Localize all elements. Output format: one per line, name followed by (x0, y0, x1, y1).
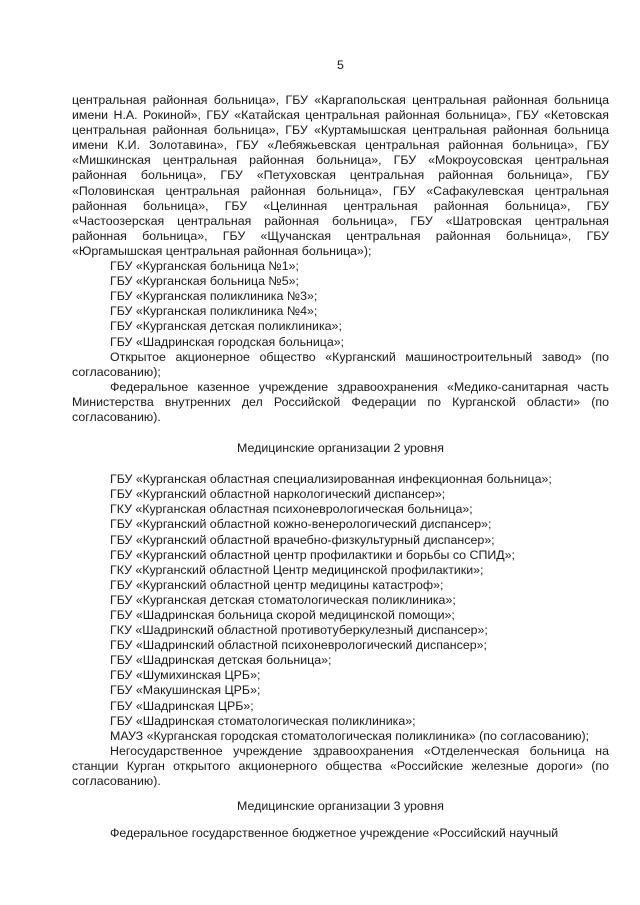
rzd-paragraph: Негосударственное учреждение здравоохранения «Отделенческая больница на станции Курган открытого акционерного общества «Российские железные дороги» (по согласованию). (72, 743, 609, 789)
list-item: ГБУ «Курганская больница №1»; (110, 259, 299, 274)
list-item: ГБУ «Курганская поликлиника №3»; (110, 289, 318, 304)
list-item: ГБУ «Курганский областной кожно-венерологический диспансер»; (110, 517, 492, 532)
list-item: ГБУ «Шадринская детская больница»; (110, 653, 332, 668)
document-page (72, 58, 609, 841)
list-item: ГКУ «Курганская областная психоневрологическая больница»; (110, 502, 473, 517)
list-item: ГБУ «Шадринская стоматологическая поликлиника»; (110, 713, 416, 728)
section-heading-level3: Медицинские организации 3 уровня (237, 799, 444, 814)
mvd-paragraph: Федеральное казенное учреждение здравоохранения «Медико-санитарная часть Министерства внутренних дел Российской Федерации по Курганской области» (по согласованию). (72, 379, 609, 424)
list-item: ГБУ «Курганский областной центр медицины катастроф»; (110, 577, 444, 592)
list-item: ГБУ «Шадринская городская больница»; (110, 334, 345, 349)
list-item: ГБУ «Курганская детская стоматологическая поликлиника»; (110, 592, 456, 607)
list-item: ГБУ «Шадринская больница скорой медицинской помощи»; (110, 608, 455, 622)
list-item: ГБУ «Шадринская ЦРБ»; (110, 698, 254, 713)
list-item: ГКУ «Курганский областной Центр медицинской профилактики»; (110, 562, 484, 577)
level3-paragraph: Федеральное государственное бюджетное учреждение «Российский научный (110, 826, 559, 841)
kmz-paragraph: Открытое акционерное общество «Курганский машиностроительный завод» (по согласованию); (72, 349, 609, 379)
list-item: ГБУ «Курганский областной наркологический диспансер»; (110, 487, 446, 502)
list-item: ГБУ «Шадринский областной психоневрологический диспансер»; (110, 638, 487, 653)
list-item: МАУЗ «Курганская городская стоматологическая поликлиника» (по согласованию); (110, 728, 590, 743)
list-item: ГБУ «Курганская поликлиника №4»; (110, 304, 318, 319)
level1-list (72, 259, 609, 350)
list-item: ГБУ «Курганский областной врачебно-физкультурный диспансер»; (110, 532, 495, 547)
list-item: ГКУ «Шадринский областной противотуберкулезный диспансер»; (110, 623, 488, 638)
section-heading-level2: Медицинские организации 2 уровня (237, 441, 444, 456)
list-item: ГБУ «Курганская больница №5»; (110, 274, 299, 289)
page-number: 5 (337, 58, 344, 72)
list-item: ГБУ «Макушинская ЦРБ»; (110, 683, 261, 698)
list-item: ГБУ «Курганская детская поликлиника»; (110, 319, 342, 334)
intro-paragraph: центральная районная больница», ГБУ «Каргапольская центральная районная больница имени Н.А. Рокиной», ГБУ «Катайская центральная районная больница», ГБУ «Кетовская центральная районная больница», ГБУ «Куртамышская центральная районная больница имени К.И. Золотавина», ГБУ «Лебяжьевская центральная районная больница», ГБУ «Мишкинская центральная районная больница», ГБУ «Мокроусовская центральная районная больница», ГБУ «Петуховская центральная районная больница», ГБУ «Половинская центральная районная больница», ГБУ «Сафакулевская центральная районная больница», ГБУ «Целинная центральная районная больница», ГБУ «Частоозерская центральная районная больница», ГБУ «Шатровская центральная районная больница», ГБУ «Щучанская центральная районная больница», ГБУ «Юргамышская центральная районная больница»); (72, 93, 609, 258)
list-item: ГБУ «Курганская областная специализированная инфекционная больница»; (110, 472, 552, 487)
list-item: ГБУ «Курганский областной центр профилактики и борьбы со СПИД»; (110, 547, 515, 562)
level2-list (72, 472, 609, 744)
list-item: ГБУ «Шумихинская ЦРБ»; (110, 668, 261, 683)
